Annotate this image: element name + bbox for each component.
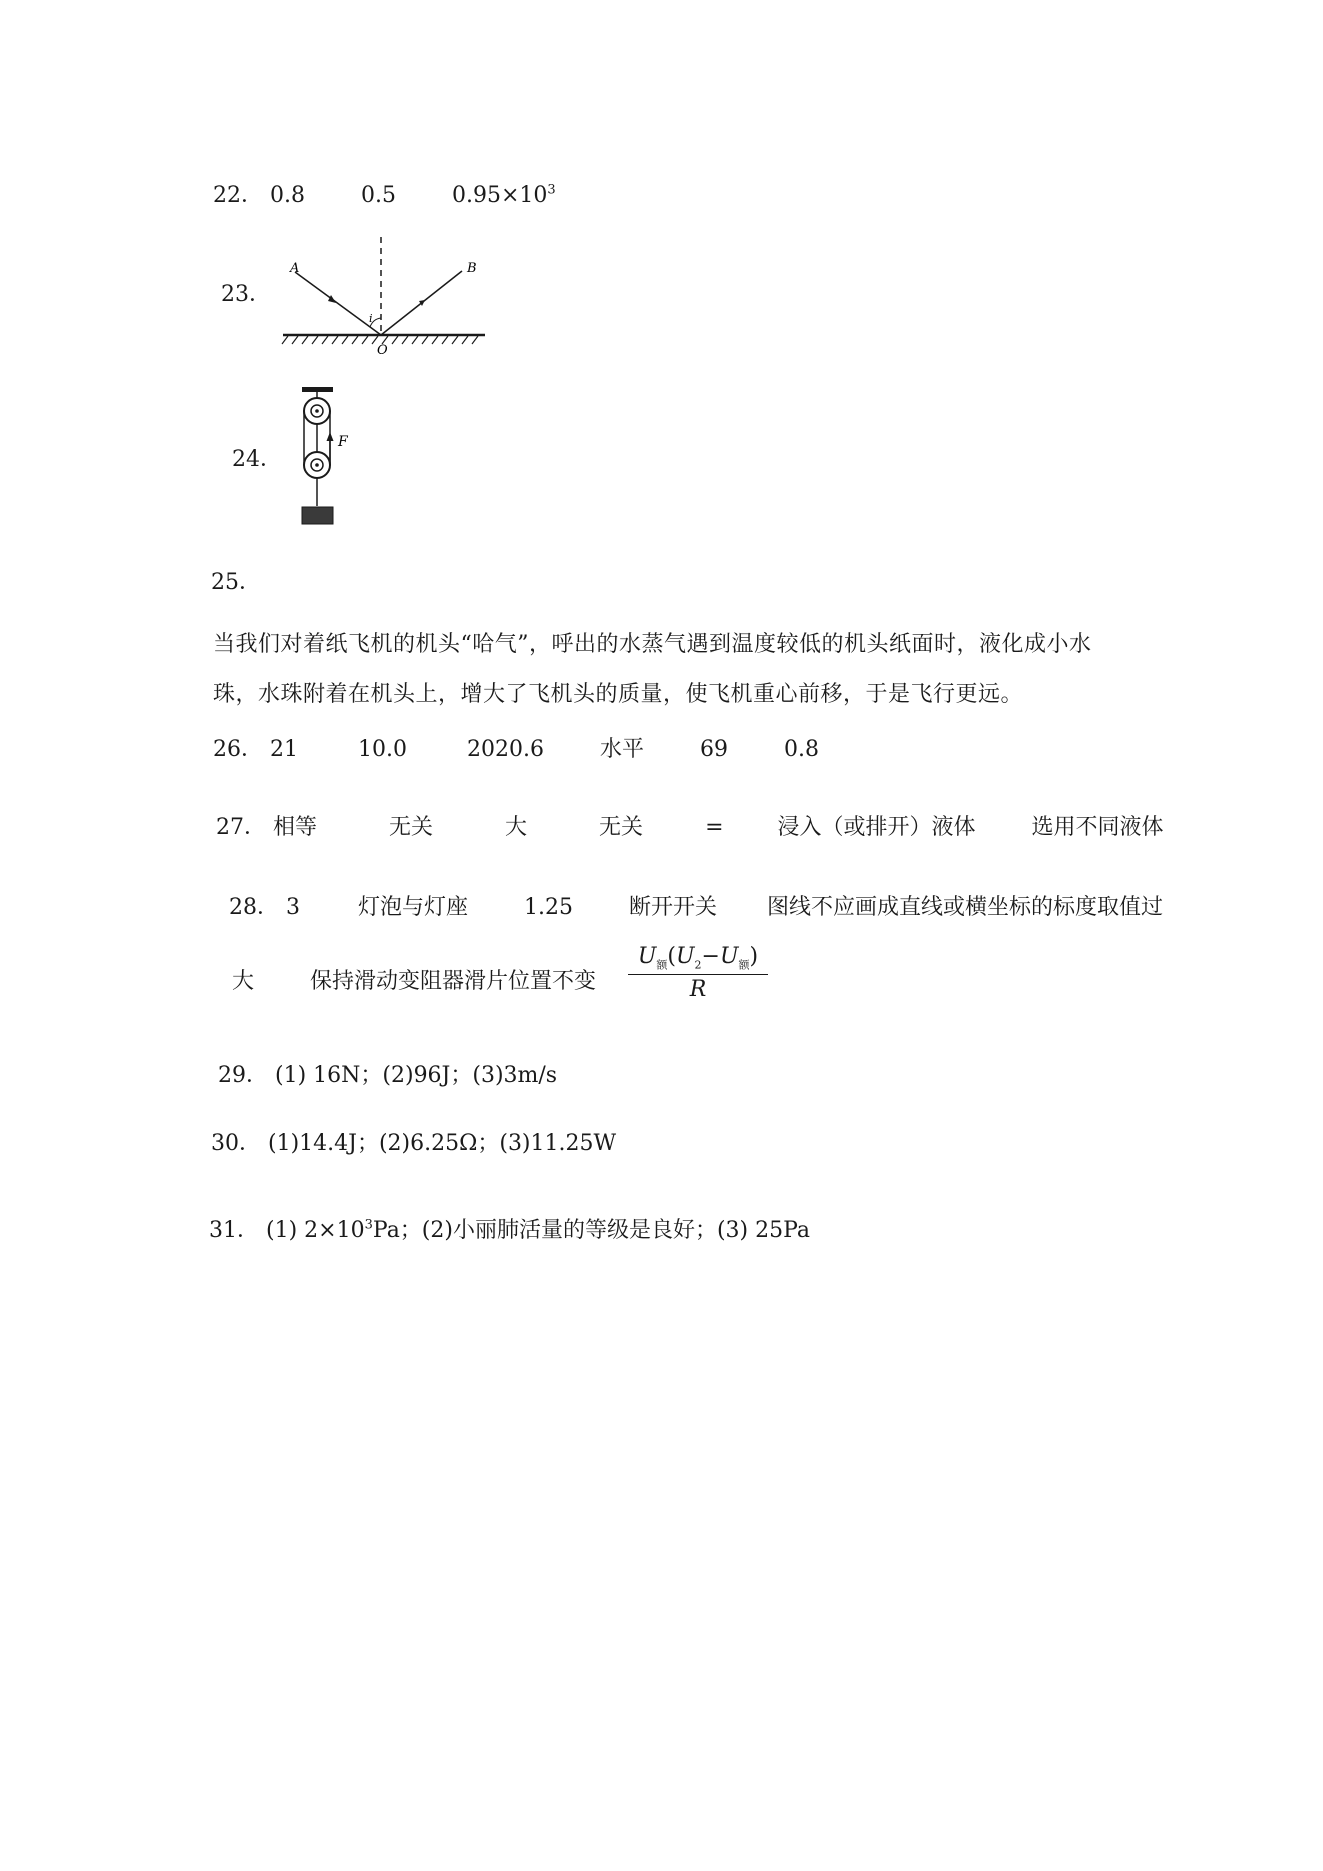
answer-value: 图线不应画成直线或横坐标的标度取值过	[767, 895, 1164, 920]
force-label: F	[338, 434, 348, 450]
question-number-24: 24．	[232, 447, 282, 472]
answer-value: 21	[270, 737, 298, 762]
answer-28-line1	[229, 893, 1163, 923]
answer-29	[218, 1061, 557, 1091]
answer-value: 灯泡与灯座	[358, 895, 469, 920]
angle-label: i	[369, 312, 373, 325]
answer-value: 0.95×10	[452, 183, 548, 208]
label-b: B	[467, 261, 477, 276]
answer-31	[209, 1216, 810, 1246]
answer-30	[211, 1129, 616, 1159]
answer-value: 10.0	[358, 737, 407, 762]
answer-value: 浸入（或排开）液体	[777, 815, 976, 840]
question-number-25: 25．	[211, 570, 261, 595]
pulley-diagram	[290, 384, 370, 529]
question-number-23: 23．	[221, 282, 271, 307]
answer-value: 1.25	[524, 895, 573, 920]
answer-value: 0.8	[783, 737, 819, 762]
answer-text: (1) 2×10	[266, 1218, 365, 1243]
formula-fraction	[628, 944, 768, 1002]
answer-text: (1)14.4J；(2)6.25Ω；(3)11.25W	[268, 1131, 617, 1156]
question-number: 28．	[229, 895, 279, 920]
answer-text: Pa；(2)小丽肺活量的等级是良好；(3) 25Pa	[372, 1218, 811, 1243]
exponent: 3	[547, 182, 556, 198]
answer-value: 选用不同液体	[1031, 815, 1164, 840]
answer-value: 69	[699, 737, 728, 762]
question-number: 26．	[213, 737, 263, 762]
answer-22	[213, 181, 556, 211]
formula-denominator: R	[689, 977, 707, 1003]
answer-25-text: 当我们对着纸飞机的机头“哈气”，呼出的水蒸气遇到温度较低的机头纸面时，液化成小水珠，水珠附着在机头上，增大了飞机头的质量，使飞机重心前移，于是飞行更远。	[213, 632, 1092, 707]
reflection-diagram	[280, 232, 490, 357]
label-a: A	[290, 261, 300, 276]
answer-value: 无关	[389, 815, 434, 840]
answer-text: (1) 16N；(2)96J；(3)3m/s	[275, 1063, 558, 1088]
answer-value: 相等	[273, 815, 318, 840]
label-o: O	[377, 343, 388, 357]
question-number: 22．	[213, 183, 263, 208]
question-number: 30．	[211, 1131, 261, 1156]
fraction-bar	[628, 974, 768, 975]
answer-value: 3	[286, 895, 300, 920]
question-number: 29．	[218, 1063, 268, 1088]
answer-value: 水平	[599, 737, 644, 762]
answer-value: 0.5	[361, 183, 396, 208]
question-number: 27．	[216, 815, 266, 840]
answer-value: 0.8	[270, 183, 305, 208]
exponent: 3	[364, 1217, 373, 1233]
question-number: 31．	[209, 1218, 259, 1243]
answer-value: 保持滑动变阻器滑片位置不变	[310, 969, 597, 994]
answer-value: 大	[505, 815, 528, 840]
answer-value: 无关	[599, 815, 644, 840]
formula-numerator: $U_额(U_2-U_额)$	[637, 944, 759, 972]
force-arrow-icon	[327, 432, 334, 441]
answer-28-line2	[232, 967, 596, 997]
incident-ray	[295, 272, 381, 335]
answer-value: 大	[232, 969, 255, 994]
answer-value: 断开开关	[629, 895, 718, 920]
answer-value: =	[705, 815, 724, 840]
ceiling-support	[302, 387, 333, 392]
answer-value: 2020.6	[466, 737, 544, 762]
answer-27	[216, 813, 1164, 843]
answer-26	[213, 735, 819, 765]
weight-block	[302, 507, 333, 524]
